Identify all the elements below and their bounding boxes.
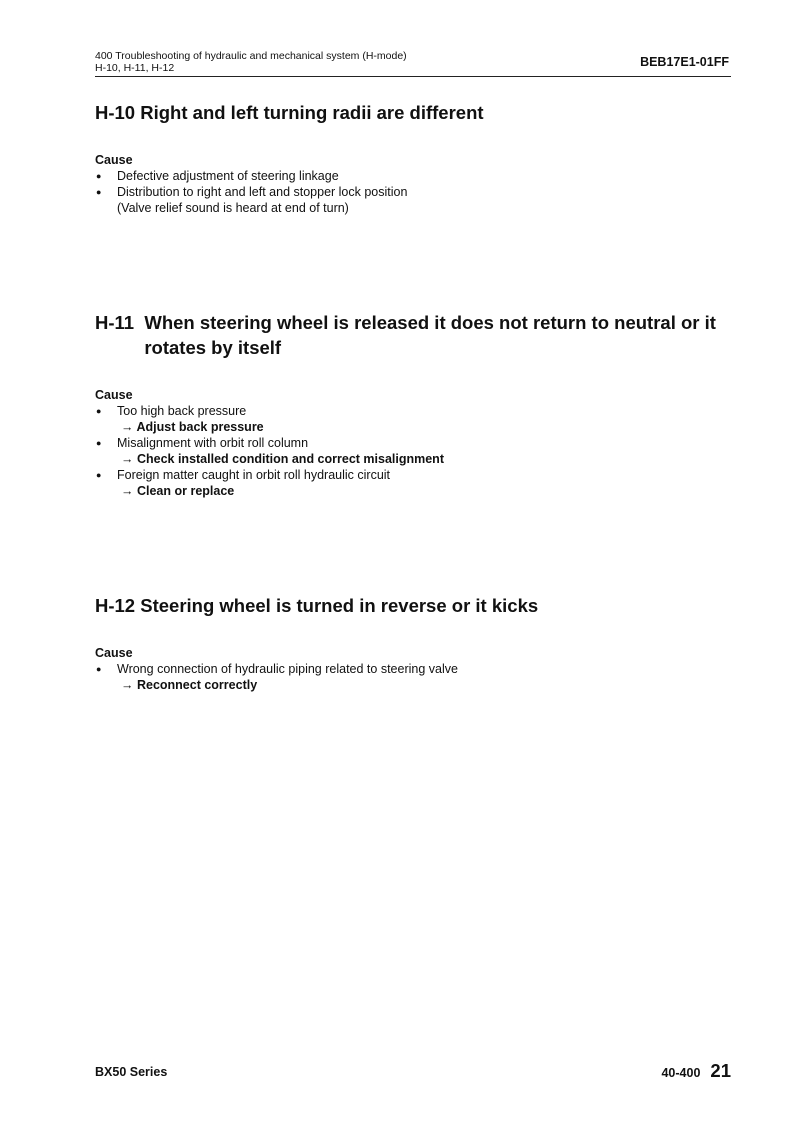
section-h11-cause (95, 387, 735, 499)
remedy-action: → Check installed condition and correct misalignment (121, 452, 444, 466)
section-h10-cause (95, 152, 735, 216)
footer-page-info (661, 1060, 731, 1082)
bullet-icon: ● (96, 406, 102, 416)
list-item (95, 661, 735, 693)
remedy-action: → Reconnect correctly (121, 678, 258, 692)
bullet-icon: ● (96, 470, 102, 480)
section-h12 (95, 593, 735, 618)
section-heading (95, 310, 735, 360)
page-number: 21 (710, 1060, 731, 1081)
cause-note: (Valve relief sound is heard at end of turn) (117, 201, 349, 215)
remedy-action: → Adjust back pressure (121, 420, 264, 434)
list-item (95, 184, 735, 216)
section-h11 (95, 310, 735, 360)
bullet-icon: ● (96, 664, 102, 674)
cause-text: Too high back pressure (117, 404, 247, 418)
bullet-icon: ● (96, 438, 102, 448)
cause-text: Foreign matter caught in orbit roll hydraulic circuit (117, 468, 391, 482)
cause-text: Distribution to right and left and stopper lock position (117, 185, 408, 199)
cause-text: Defective adjustment of steering linkage (117, 169, 339, 183)
section-number: H-11 (95, 312, 135, 333)
section-h12-cause (95, 645, 735, 693)
list-item (95, 403, 735, 435)
cause-list (95, 661, 735, 693)
section-title: Steering wheel is turned in reverse or it kicks (140, 595, 539, 616)
cause-label: Cause (95, 646, 133, 660)
section-heading (95, 100, 735, 125)
footer-series: BX50 Series (95, 1065, 168, 1079)
doc-code: BEB17E1-01FF (640, 55, 729, 69)
section-title: Right and left turning radii are different (140, 102, 484, 123)
section-title: When steering wheel is released it does not return to neutral or it rotates by itself (144, 312, 716, 358)
header-breadcrumb (95, 50, 407, 74)
page-header (95, 50, 731, 77)
list-item (95, 435, 735, 467)
header-chapter-title: 400 Troubleshooting of hydraulic and mechanical system (H-mode) (95, 50, 407, 62)
remedy-action: → Clean or replace (121, 484, 235, 498)
cause-list (95, 403, 735, 499)
header-section-list: H-10, H-11, H-12 (95, 62, 175, 74)
cause-label: Cause (95, 388, 133, 402)
cause-list (95, 168, 735, 216)
list-item (95, 467, 735, 499)
cause-text: Misalignment with orbit roll column (117, 436, 309, 450)
cause-label: Cause (95, 153, 133, 167)
section-number: H-12 (95, 595, 136, 616)
list-item (95, 168, 735, 184)
footer-section-code: 40-400 (661, 1066, 701, 1080)
bullet-icon: ● (96, 187, 102, 197)
bullet-icon: ● (96, 171, 102, 181)
section-number: H-10 (95, 102, 136, 123)
section-heading (95, 593, 735, 618)
cause-text: Wrong connection of hydraulic piping related to steering valve (117, 662, 458, 676)
section-h10 (95, 100, 735, 125)
